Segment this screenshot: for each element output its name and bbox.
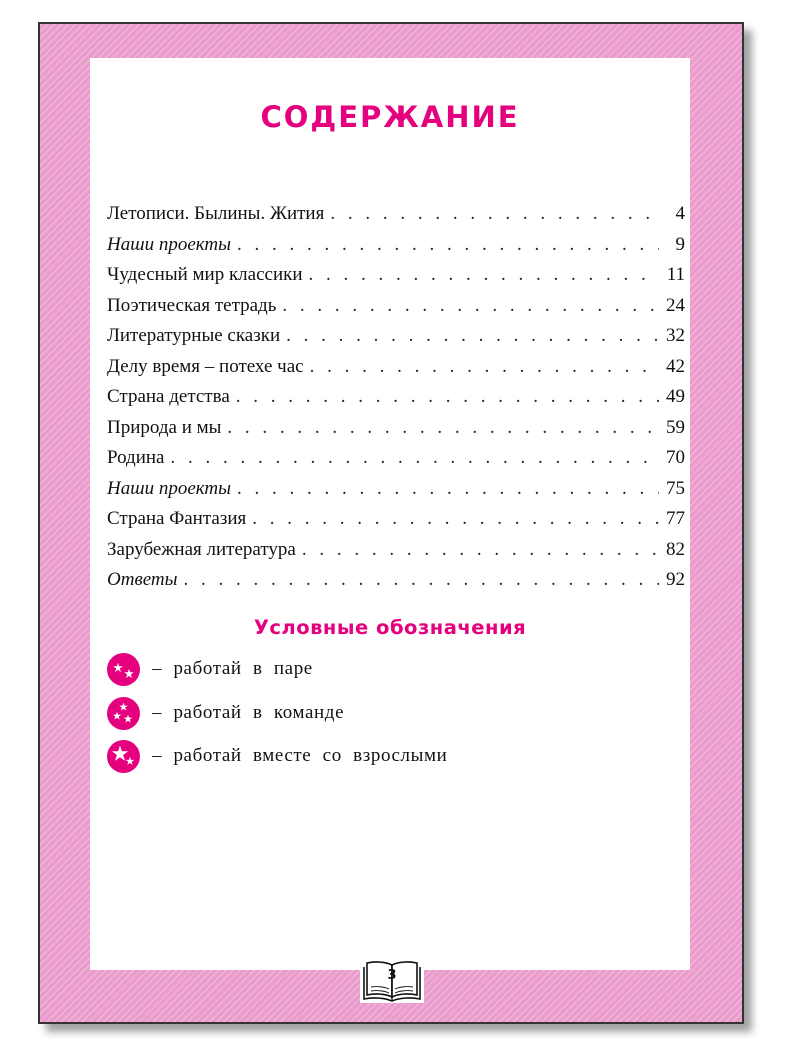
toc-item-title: Страна Фантазия	[107, 508, 247, 529]
toc-leader-dots	[227, 417, 659, 439]
toc-item[interactable]	[107, 386, 685, 417]
toc-item[interactable]	[107, 356, 685, 387]
toc-item-page: 49	[666, 386, 685, 407]
table-of-contents	[107, 203, 685, 600]
toc-item[interactable]	[107, 508, 685, 539]
toc-item[interactable]	[107, 478, 685, 509]
toc-leader-dots	[183, 569, 659, 591]
toc-item[interactable]	[107, 447, 685, 478]
legend-item-text: – работай в паре	[152, 658, 313, 679]
three-stars-icon	[107, 697, 140, 730]
toc-item-title: Летописи. Былины. Жития	[107, 203, 325, 224]
toc-item[interactable]	[107, 295, 685, 326]
toc-leader-dots	[302, 539, 659, 561]
toc-item-title: Поэтическая тетрадь	[107, 294, 277, 316]
toc-leader-dots	[310, 356, 659, 378]
toc-item[interactable]	[107, 234, 685, 265]
toc-item-page: 42	[666, 355, 685, 377]
toc-item-title: Природа и мы	[107, 416, 222, 438]
toc-item-title: Литературные сказки	[107, 325, 281, 346]
toc-item[interactable]	[107, 325, 685, 356]
toc-item-title: Зарубежная литература	[107, 538, 296, 560]
legend-item-adults	[107, 738, 447, 774]
toc-item[interactable]	[107, 539, 685, 570]
toc-item-title: Наши проекты	[107, 477, 231, 499]
legend-item-text: – работай вместе со взрослыми	[152, 745, 448, 766]
toc-item-page: 9	[675, 233, 685, 255]
toc-item-title: Чудесный мир классики	[107, 264, 303, 285]
toc-item-page: 32	[666, 325, 685, 346]
toc-item[interactable]	[107, 264, 685, 295]
big-small-star-icon	[107, 740, 140, 773]
two-stars-icon	[107, 653, 140, 686]
toc-leader-dots	[170, 447, 659, 469]
toc-item-page: 59	[666, 416, 685, 438]
toc-leader-dots	[237, 478, 659, 500]
toc-item[interactable]	[107, 569, 685, 600]
toc-item-title: Страна детства	[107, 386, 230, 407]
legend-item-pair	[107, 651, 313, 687]
toc-item-title: Делу время – потехе час	[107, 355, 304, 377]
open-book-icon	[360, 957, 424, 1003]
toc-item[interactable]	[107, 203, 685, 234]
toc-leader-dots	[252, 508, 659, 530]
toc-item-page: 11	[666, 264, 685, 285]
toc-leader-dots	[236, 386, 659, 408]
toc-item-title: Родина	[107, 447, 165, 468]
toc-leader-dots	[237, 234, 659, 256]
toc-item[interactable]	[107, 417, 685, 448]
toc-item-page: 75	[666, 477, 685, 499]
toc-leader-dots	[309, 264, 659, 286]
toc-item-page: 82	[666, 538, 685, 560]
toc-item-page: 4	[675, 203, 685, 224]
toc-item-page: 77	[666, 508, 685, 529]
toc-leader-dots	[286, 325, 659, 347]
toc-leader-dots	[282, 295, 659, 317]
legend-item-team	[107, 695, 344, 731]
page-number: 3	[387, 968, 397, 983]
toc-item-page: 70	[666, 447, 685, 468]
toc-item-title: Наши проекты	[107, 233, 231, 255]
legend-item-text: – работай в команде	[152, 702, 345, 723]
toc-item-page: 92	[666, 569, 685, 590]
legend-heading: Условные обозначения	[253, 616, 527, 639]
page-title: СОДЕРЖАНИЕ	[260, 100, 520, 134]
toc-item-title: Ответы	[107, 569, 178, 590]
page-content	[90, 58, 690, 970]
toc-item-page: 24	[666, 294, 685, 316]
toc-leader-dots	[330, 203, 659, 225]
page-frame	[38, 22, 744, 1024]
